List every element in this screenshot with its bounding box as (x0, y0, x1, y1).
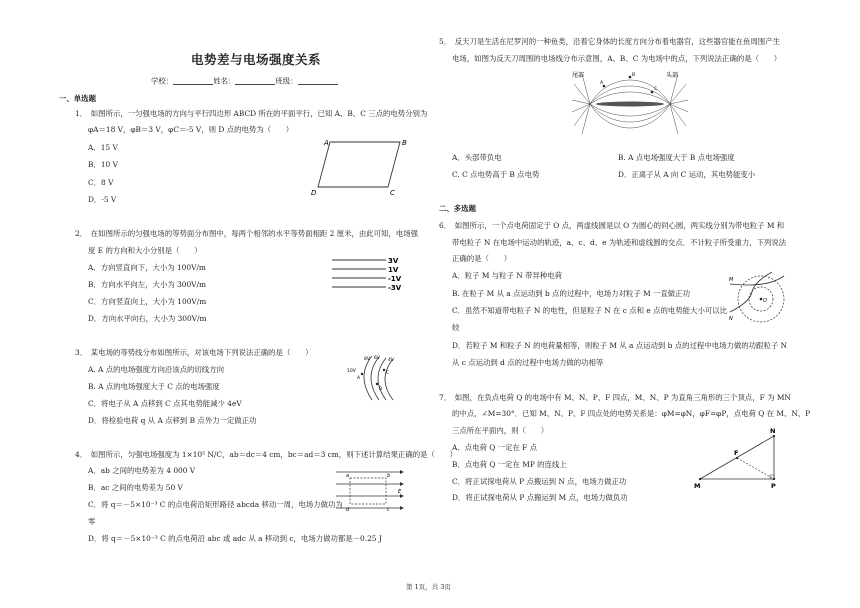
q7-label-N: N (770, 427, 776, 435)
q3-label-C: C (386, 371, 390, 376)
q6-stem-line1: 6． 如图所示，一个点电荷固定于 O 点，两虚线圆是以 O 为圆心的同心圆，两实线分别为带电粒子 M 和 (439, 221, 785, 230)
q3-label-A: A (357, 376, 361, 381)
q6-option-c-line2: 较 (452, 323, 460, 332)
q4-option-c-line2: 零 (88, 517, 96, 526)
q3-option-d[interactable]: D．将检验电荷 q 从 A 点移到 B 点外力一定做正功 (88, 416, 257, 425)
q2-equipotential-figure (330, 256, 410, 294)
q4-label-c: c (387, 507, 390, 513)
q5-stem-line1: 5． 反天刀是生活在尼罗河的一种鱼类，沿着它身体的长度方向分布着电器官，这些器官能在鱼周围产生 (439, 37, 780, 46)
q2-option-c[interactable]: C．方向竖直向上，大小为 100V/m (88, 297, 207, 306)
q2-option-a[interactable]: A．方向竖直向下，大小为 100V/m (88, 263, 206, 272)
q2-label-neg3v: -3V (388, 284, 402, 292)
q4-option-a[interactable]: A．ab 之间的电势差为 4 000 V (88, 466, 196, 475)
q3-option-a[interactable]: A. A 点的电场强度方向沿该点的切线方向 (88, 365, 224, 374)
q5-label-C: C (654, 87, 658, 92)
q1-stem-line1: 1． 如图所示，一匀强电场的方向与平行四边形 ABCD 所在的平面平行，已知 A、B、C 三点的电势分别为 (75, 109, 428, 118)
school-blank[interactable] (173, 77, 213, 85)
class-blank[interactable] (298, 77, 338, 85)
q5-label-tail: 尾部 (572, 72, 585, 79)
q6-label-M: M (729, 277, 734, 283)
q2-stem-line2: 度 E 的方向和大小分别是（ ） (88, 246, 202, 255)
q6-option-a[interactable]: A．粒子 M 与粒子 N 带异种电荷 (452, 271, 563, 280)
q3-stem-line1: 3． 某电场的等势线分布如图所示，对该电场下列说法正确的是（ ） (75, 348, 313, 357)
q4-label-b: b (387, 473, 391, 479)
q2-stem-line1: 2． 在如图所示的匀强电场的等势面分布图中，每两个相邻的水平等势面相距 2 厘米，由此可知，电场强 (75, 229, 418, 238)
q3-label-8v: 8V (364, 357, 370, 362)
q7-stem-line2: 的中点，∠M=30°．已知 M、N、P、F 四点处的电势关系是：φM=φN，φF=φP，点电荷 Q 在 M、N、P (452, 409, 811, 418)
q5-option-a[interactable]: A．头部带负电 (452, 153, 502, 162)
q7-label-P: P (771, 482, 776, 490)
q3-equipotential-curves-figure (344, 352, 404, 404)
q1-option-a[interactable]: A．15 V (88, 143, 118, 152)
q4-option-c-line1[interactable]: C．将 q＝－5×10⁻³ C 的点电荷沿矩形路径 abcda 移动一周，电场力做功为 (88, 500, 343, 509)
q1-stem-line2: φA＝18 V，φB＝3 V，φC＝-5 V，则 D 点的电势为（ ） (88, 125, 294, 134)
q7-label-F: F (734, 449, 739, 457)
q4-option-b[interactable]: B．ac 之间的电势差为 50 V (88, 483, 183, 492)
q5-option-d[interactable]: D．正离子从 A 向 C 运动，其电势能变小 (618, 170, 756, 179)
q2-label-3v: 3V (388, 257, 399, 265)
name-label: 姓名： (213, 76, 236, 86)
q1-option-b[interactable]: B．10 V (88, 160, 118, 169)
section-multiple-choice: 二、多选题 (439, 204, 476, 213)
school-label: 学校： (151, 76, 174, 86)
q4-label-E: E (398, 489, 402, 495)
q2-label-neg1v: -1V (388, 275, 402, 283)
q4-label-d: d (346, 507, 350, 513)
q1-option-d[interactable]: D．-5 V (88, 195, 117, 204)
q5-label-B: B (632, 73, 636, 78)
q4-stem-line1: 4． 如图所示，匀强电场强度为 1×10⁵ N/C，ab＝dc＝4 cm，bc＝ad＝3 cm，则下述计算结果正确的是（ ） (75, 450, 458, 459)
q5-label-A: A (600, 81, 604, 86)
q5-electric-fish-field-figure (570, 68, 690, 140)
q6-option-c-line1[interactable]: C．虽然不知道带电粒子 N 的电性，但是粒子 N 在 c 点和 e 点的电势能大小可以比 (452, 306, 728, 315)
q7-right-triangle-figure (692, 424, 784, 492)
q7-option-a[interactable]: A．点电荷 Q 一定在 F 点 (452, 443, 538, 452)
q1-label-B: B (402, 139, 407, 147)
q3-label-4v: 4V (388, 358, 394, 363)
q5-label-head: 头部 (666, 72, 679, 79)
student-info (151, 77, 338, 85)
page-footer: 第 1页，共 3页 (406, 583, 451, 591)
class-label: 班级： (275, 76, 298, 86)
q2-option-d[interactable]: D．方向水平向右，大小为 300V/m (88, 314, 207, 323)
q6-concentric-circles-figure (728, 268, 786, 330)
title: 电势差与电场强度关系 (191, 52, 322, 67)
q4-label-a: a (346, 473, 350, 479)
q7-stem-line1: 7． 如图，在负点电荷 Q 的电场中有 M、N、P、F 四点，M、N、P 为直角三角形的三个顶点，F 为 MN (439, 393, 791, 402)
q7-option-d[interactable]: D．将正试探电荷从 P 点搬运到 M 点，电场力做负功 (452, 493, 628, 502)
q1-option-c[interactable]: C．8 V (88, 178, 114, 187)
q7-label-M: M (694, 482, 701, 490)
q5-option-b[interactable]: B. A 点电场强度大于 B 点电场强度 (618, 153, 735, 162)
q2-label-1v: 1V (388, 266, 399, 274)
name-blank[interactable] (235, 77, 275, 85)
q5-option-c[interactable]: C. C 点电势高于 B 点电势 (452, 170, 540, 179)
q7-option-c[interactable]: C．将正试探电荷从 P 点搬运到 N 点，电场力做正功 (452, 477, 627, 486)
q2-option-b[interactable]: B．方向水平向左，大小为 300V/m (88, 280, 207, 289)
q3-option-b[interactable]: B. A 点的电场强度大于 C 点的电场强度 (88, 382, 220, 391)
q6-option-d-line2: 从 c 点运动到 d 点的过程中电场力做的功相等 (452, 358, 604, 367)
q6-stem-line3: 正确的是（ ） (452, 254, 512, 263)
q3-label-B: B (379, 387, 383, 392)
q3-label-10v: 10V (347, 369, 356, 374)
q6-option-d-line1[interactable]: D．若粒子 M 和粒子 N 的电荷量相等，则粒子 M 从 a 点运动到 b 点的过程中电场力做的功跟粒子 N (452, 341, 788, 350)
q6-label-O: O (763, 298, 767, 304)
q1-label-A: A (324, 139, 329, 147)
q3-label-6v: 6V (374, 356, 380, 361)
section-single-choice: 一、单选题 (59, 94, 96, 103)
q7-option-b[interactable]: B．点电荷 Q 一定在 MP 的连线上 (452, 460, 567, 469)
q1-parallelogram-figure (308, 138, 408, 198)
q3-option-c[interactable]: C．将电子从 A 点移到 C 点其电势能减少 4eV (88, 399, 242, 408)
q4-option-d[interactable]: D．将 q＝－5×10⁻³ C 的点电荷沿 abc 或 adc 从 a 移动到 c，电场力做功都是－0.25 J (88, 534, 382, 543)
q1-label-D: D (311, 189, 317, 197)
q5-stem-line2: 电场，如图为反天刀周围的电场线分布示意图，A、B、C 为电场中的点，下列说法正确的是（ ） (452, 54, 782, 63)
q6-stem-line2: 带电粒子 N 在电场中运动的轨迹，a、c、d、e 为轨迹和虚线圆的交点．不计粒子所受重力，下列说法 (452, 238, 787, 247)
q1-label-C: C (390, 189, 395, 197)
q6-label-N: N (729, 316, 733, 322)
q7-stem-line3: 三点所在平面内，则（ ） (452, 426, 549, 435)
q6-option-b[interactable]: B. 在粒子 M 从 a 点运动到 b 点的过程中，电场力对粒子 M 一直做正功 (452, 289, 690, 298)
q4-rectangle-field-figure (334, 466, 406, 518)
